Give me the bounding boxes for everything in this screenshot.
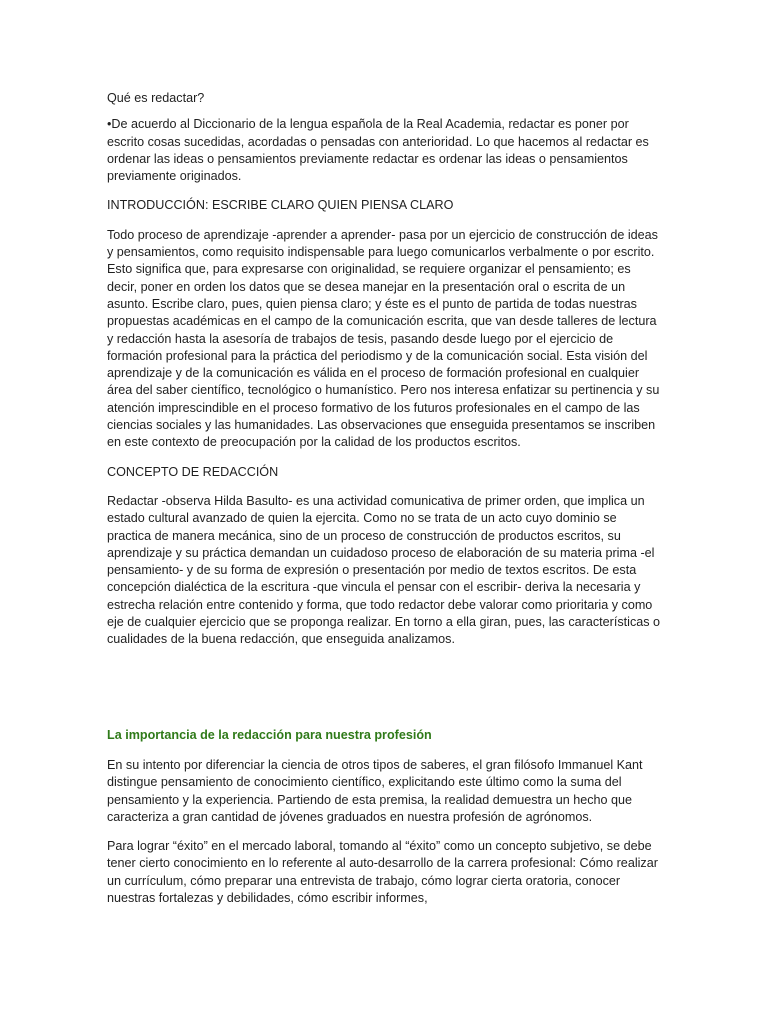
concept-paragraph: Redactar -observa Hilda Basulto- es una actividad comunicativa de primer orden, que implica un estado cultural avanzado de quien la ejercita. Como no se trata de un acto cuyo dominio se practica de manera mecánica, sino de un proceso de construcción de productos escritos, su aprendizaje y su práctica demandan un cuidadoso proceso de elaboración de su materia prima -el pensamiento- y de su forma de expresión o presentación por medio de textos escritos. De esta concepción dialéctica de la escritura -que vincula el pensar con el escribir- deriva la necesaria y estrecha relación entre contenido y forma, que todo redactor debe valorar como prioritaria y como eje de cualquier ejercicio que se proponga realizar. En torno a ella giran, pues, las características o cualidades de la buena redacción, que enseguida analizamos. <box>107 493 661 647</box>
intro-paragraph: Todo proceso de aprendizaje -aprender a aprender- pasa por un ejercicio de construcción de ideas y pensamientos, como requisito indispensable para luego comunicarlos verbalmente o por escrito. Esto significa que, para expresarse con originalidad, se requiere organizar el pensamiento; es decir, poner en orden los datos que se desea manejar en la presentación oral o escrita de un asunto. Escribe claro, pues, quien piensa claro; y éste es el punto de partida de todas nuestras propuestas académicas en el campo de la comunicación escrita, que van desde talleres de lectura y redacción hasta la asesoría de trabajos de tesis, pasando desde luego por el ejercicio de formación profesional para la práctica del periodismo y de la comunicación social. Esta visión del aprendizaje y de la comunicación es válida en el proceso de formación profesional en cualquier área del saber científico, tecnológico o humanístico. Pero nos interesa enfatizar su pertinencia y su atención imprescindible en el proceso formativo de los futuros profesionales en el campo de las ciencias sociales y las humanidades. Las observaciones que enseguida presentamos se inscriben en este contexto de preocupación por la calidad de los productos escritos. <box>107 227 660 450</box>
intro-heading: INTRODUCCIÓN: ESCRIBE CLARO QUIEN PIENSA CLARO <box>107 198 454 213</box>
kant-paragraph: En su intento por diferenciar la ciencia de otros tipos de saberes, el gran filósofo Immanuel Kant distingue pensamiento de conocimiento científico, explicitando este último como la suma del pensamiento y la experiencia. Partiendo de esta premisa, la realidad demuestra un hecho que caracteriza a gran cantidad de jóvenes graduados en nuestra profesión de agrónomos. <box>107 757 643 824</box>
importance-heading: La importancia de la redacción para nuestra profesión <box>107 727 432 742</box>
document-page <box>107 90 662 907</box>
exito-paragraph: Para lograr “éxito” en el mercado laboral, tomando al “éxito” como un concepto subjetivo, se debe tener cierto conocimiento en lo referente al auto-desarrollo de la carrera profesional: Cómo realizar un currículum, cómo preparar una entrevista de trabajo, cómo lograr cierta oratoria, conocer nuestras fortalezas y debilidades, cómo escribir informes, <box>107 839 658 905</box>
concept-heading: CONCEPTO DE REDACCIÓN <box>107 464 279 479</box>
document-title: Qué es redactar? <box>107 91 205 105</box>
section-spacer <box>107 649 662 727</box>
definition-paragraph: •De acuerdo al Diccionario de la lengua española de la Real Academia, redactar es poner por escrito cosas sucedidas, acordadas o pensadas con anterioridad. Lo que hacemos al redactar es ordenar las ideas o pensamientos previamente redactar es ordenar las ideas o pensamientos previamente originados. <box>107 117 649 184</box>
